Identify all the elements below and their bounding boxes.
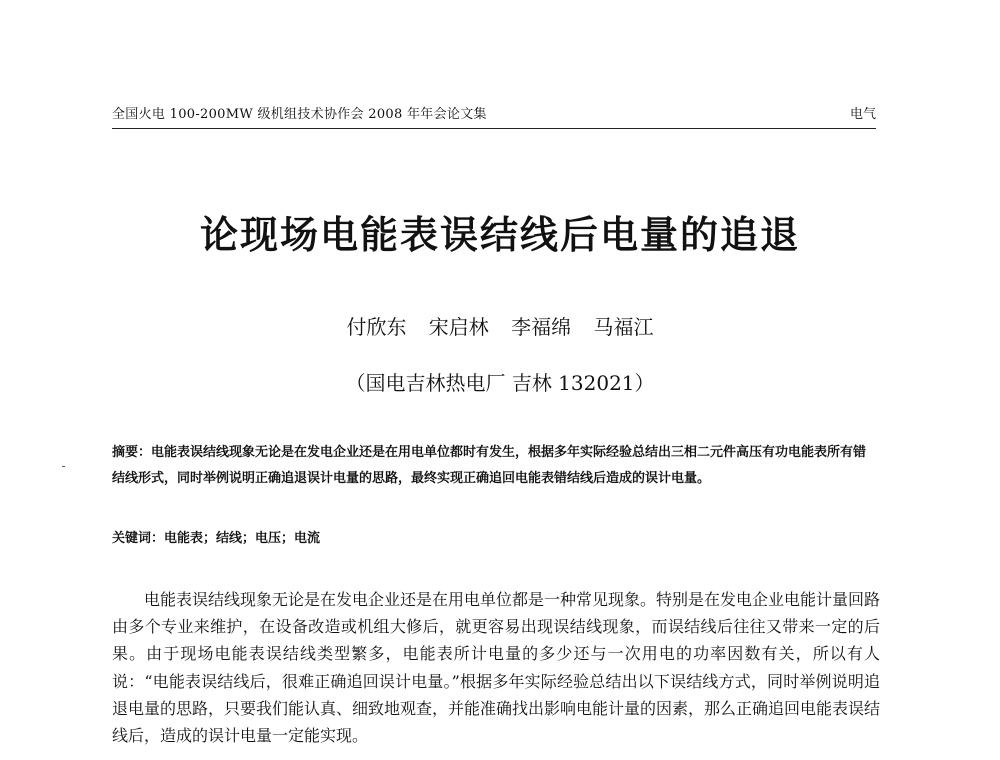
author-affiliation: （国电吉林热电厂 吉林 132021） <box>345 371 655 395</box>
running-header <box>112 106 876 129</box>
author-list: 付欣东 宋启林 李福绵 马福江 <box>346 315 654 339</box>
abstract-label: 摘要： <box>112 445 152 460</box>
header-section: 电气 <box>849 107 876 122</box>
header-proceedings-title: 全国火电 100-200MW 级机组技术协作会 2008 年年会论文集 <box>112 107 487 122</box>
keywords <box>112 528 878 550</box>
keywords-text: 电能表；结线；电压；电流 <box>164 531 321 546</box>
margin-mark <box>62 466 65 467</box>
abstract-text: 电能表误结线现象无论是在发电企业还是在用电单位都时有发生，根据多年实际经验总结出三相二元件高压有功电能表所有错结线形式，同时举例说明正确追退误计电量的思路，最终实现正确追回电能表错结线后造成的误计电量。 <box>112 445 867 486</box>
paper-title: 论现场电能表误结线后电量的追退 <box>199 213 800 257</box>
keywords-label: 关键词： <box>112 531 165 546</box>
abstract <box>112 440 878 492</box>
body-paragraph: 电能表误结线现象无论是在发电企业还是在用电单位都是一种常见现象。特别是在发电企业电能计量回路由多个专业来维护，在设备改造或机组大修后，就更容易出现误结线现象，而误结线后往往又带来一定的后果。由于现场电能表误结线类型繁多，电能表所计电量的多少还与一次用电的功率因数有关，所以有人说：“电能表误结线后，很难正确追回误计电量。”根据多年实际经验总结出以下误结线方式，同时举例说明追退电量的思路，只要我们能认真、细致地观查，并能准确找出影响电能计量的因素，那么正确追回电能表误结线后，造成的误计电量一定能实现。 <box>112 590 881 746</box>
